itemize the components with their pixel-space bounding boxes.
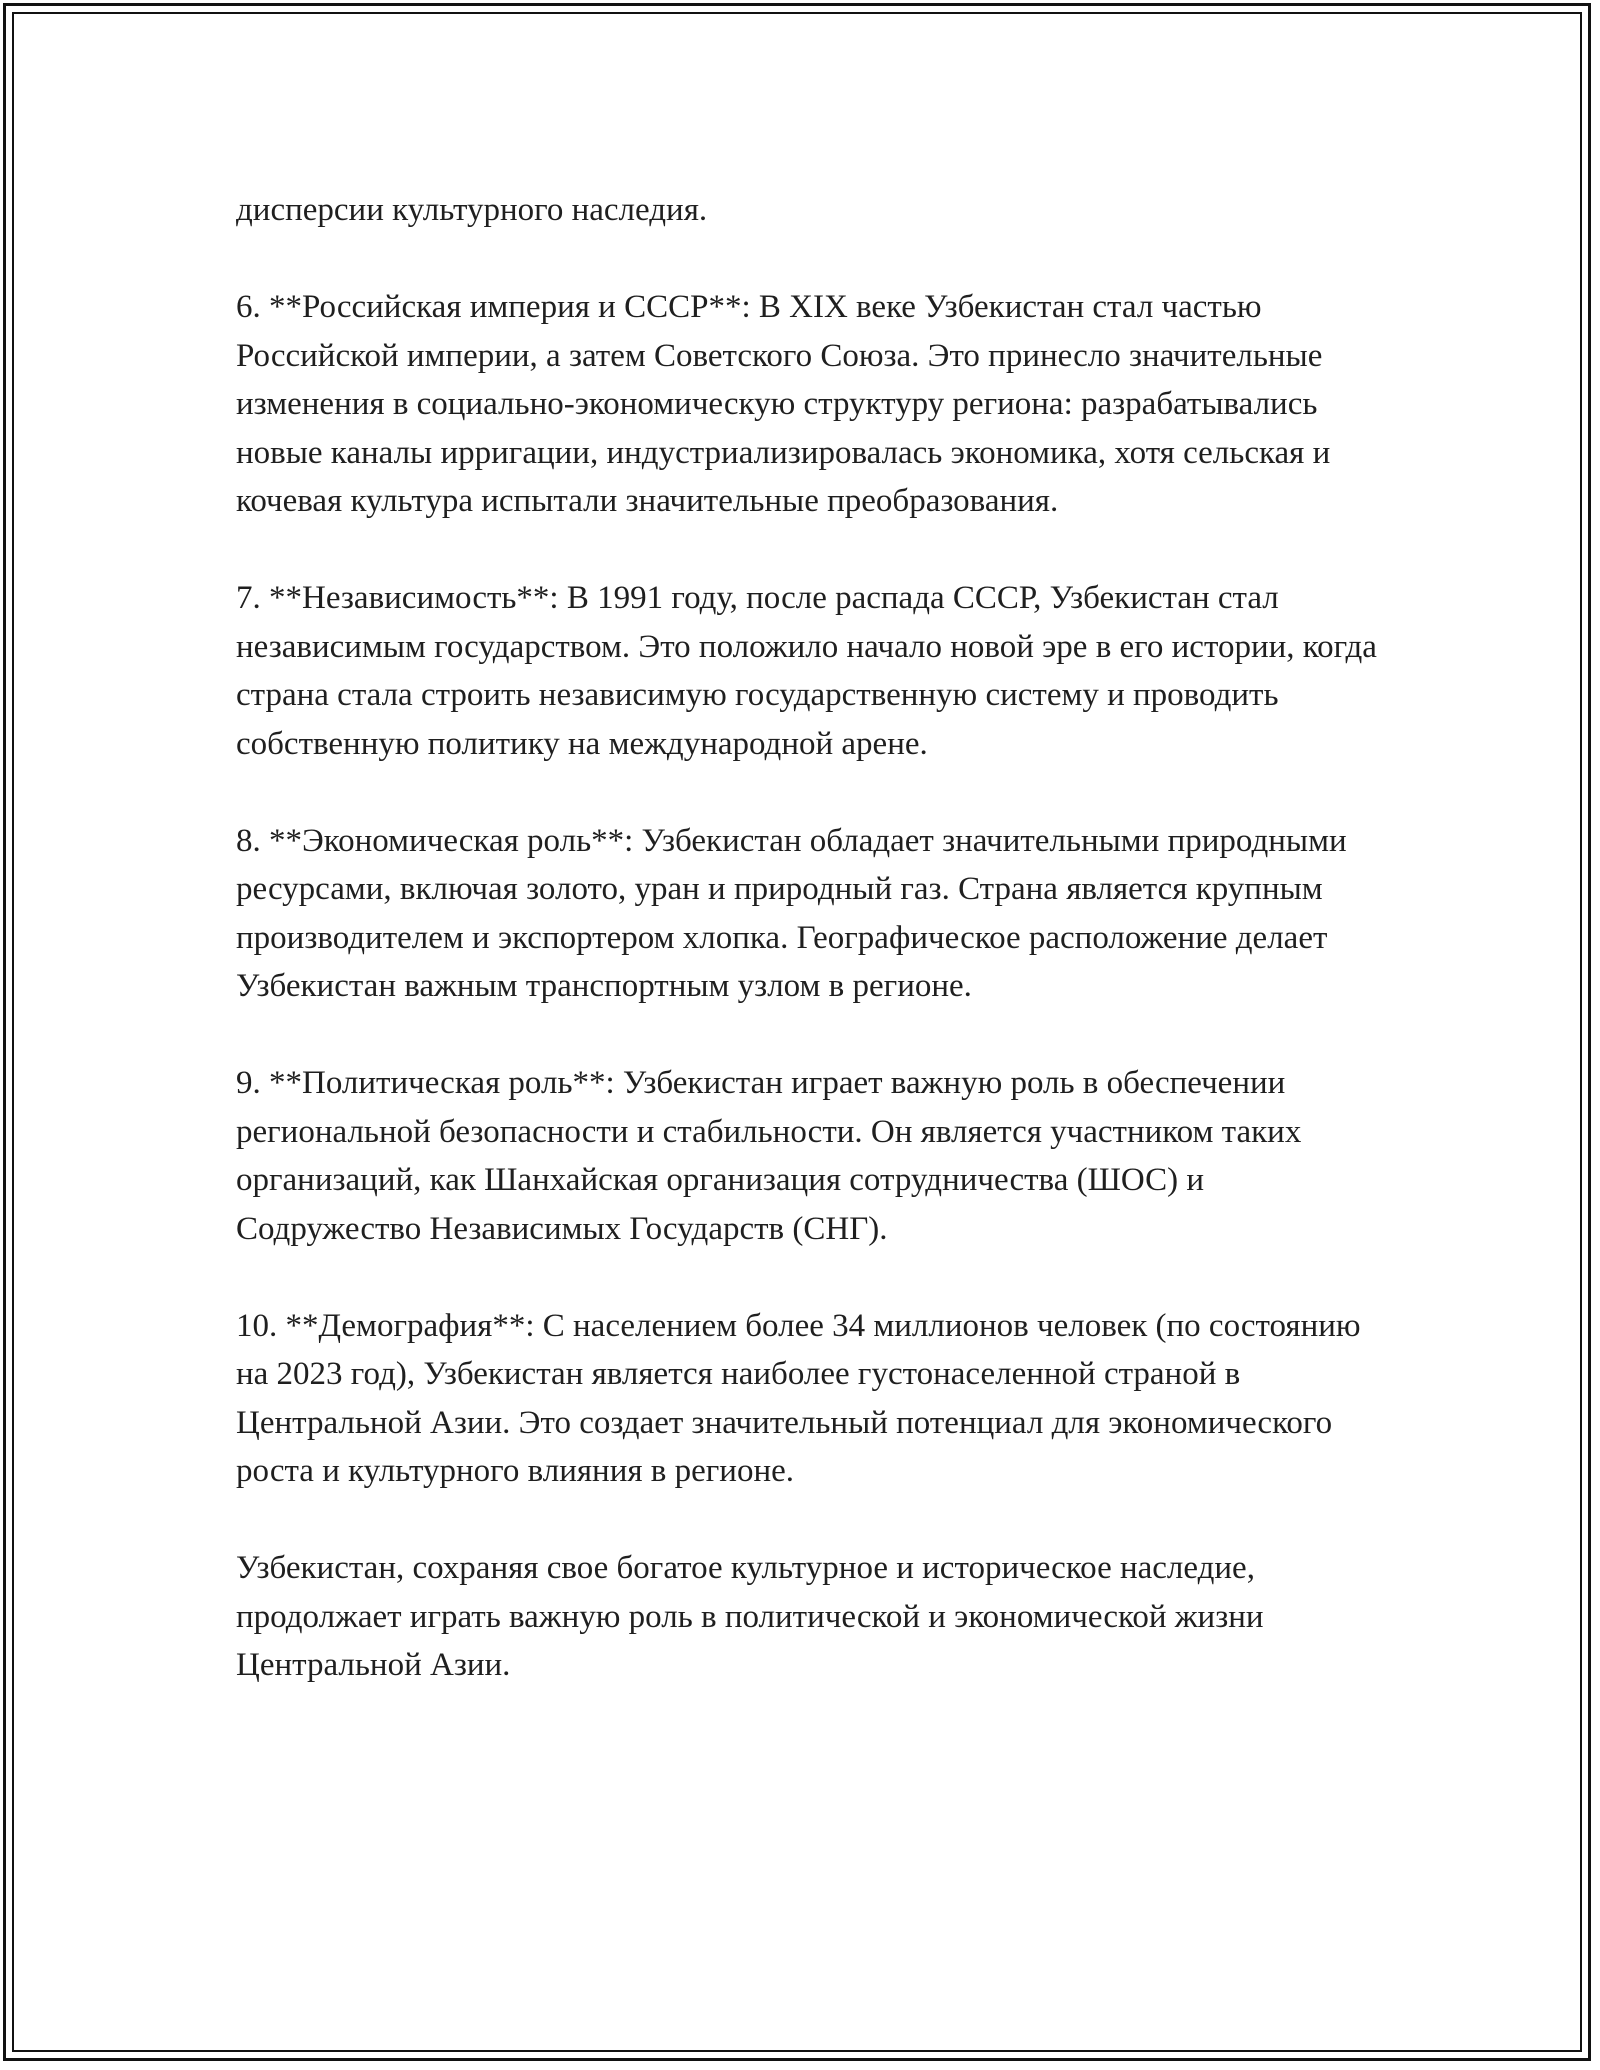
paragraph-continuation: дисперсии культурного наследия. (236, 192, 708, 228)
paragraph-russian-empire: 6. **Российская империя и СССР**: В XIX веке Узбекистан стал частью Российской империи, а затем Советского Союза. Это принесло значительные изменения в социально-экономическую структуру региона: разрабатывались новые каналы ирригации, индустриализировалась экономика, хотя сельская и кочевая культура испытали значительные преобразования. (236, 289, 1331, 519)
paragraph-demography: 10. **Демография**: С населением более 34 миллионов человек (по состоянию на 2023 год), Узбекистан является наиболее густонаселенной страной в Центральной Азии. Это создает значительный потенциал для экономического роста и культурного влияния в регионе. (236, 1307, 1361, 1489)
paragraph-political-role: 9. **Политическая роль**: Узбекистан играет важную роль в обеспечении региональной безопасности и стабильности. Он является участником таких организаций, как Шанхайская организация сотрудничества (ШОС) и Содружество Независимых Государств (СНГ). (236, 1065, 1302, 1247)
document-body (236, 186, 1386, 1690)
paragraph-conclusion: Узбекистан, сохраняя свое богатое культурное и историческое наследие, продолжает играть важную роль в политической и экономической жизни Центральной Азии. (236, 1550, 1264, 1683)
paragraph-independence: 7. **Независимость**: В 1991 году, после распада СССР, Узбекистан стал независимым государством. Это положило начало новой эре в его истории, когда страна стала строить независимую государственную систему и проводить собственную политику на международной арене. (236, 580, 1377, 762)
paragraph-economic-role: 8. **Экономическая роль**: Узбекистан обладает значительными природными ресурсами, включая золото, уран и природный газ. Страна является крупным производителем и экспортером хлопка. Географическое расположение делает Узбекистан важным транспортным узлом в регионе. (236, 822, 1347, 1004)
